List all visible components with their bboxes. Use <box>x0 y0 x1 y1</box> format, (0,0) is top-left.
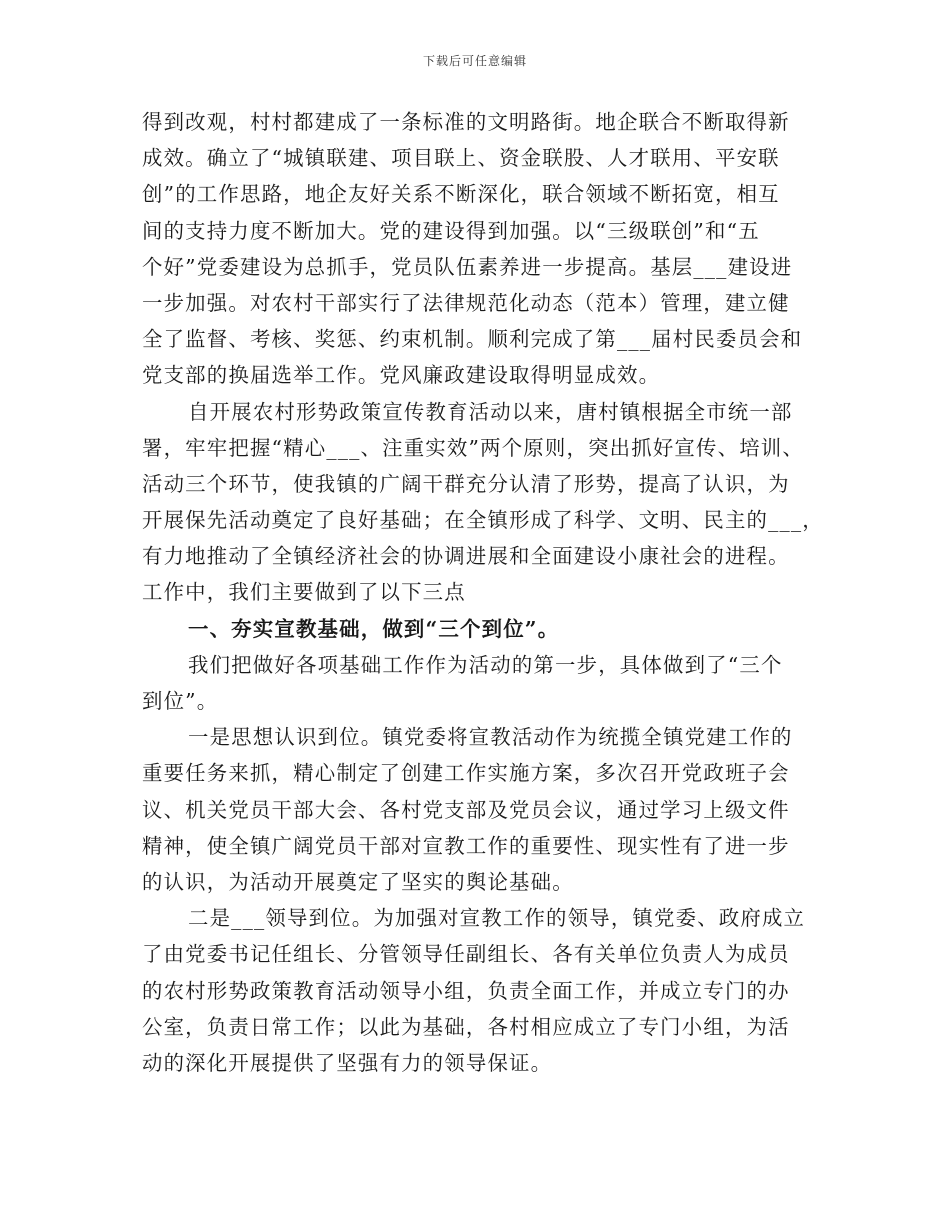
text-line: 我们把做好各项基础工作作为活动的第一步，具体做到了“三个 <box>188 652 783 677</box>
text-line: 的农村形势政策教育活动领导小组，负责全面工作，并成立专门的办 <box>142 978 790 1003</box>
page-header: 下载后可任意编辑 <box>422 54 527 68</box>
text-line: 得到改观，村村都建成了一条标准的文明路街。地企联合不断取得新 <box>142 110 790 134</box>
text-line: 成效。确立了“城镇联建、项目联上、资金联股、人才联用、平安联 <box>142 146 780 171</box>
section-heading: 一、夯实宣教基础，做到“三个到位”。 <box>188 616 560 641</box>
text-line: 公室，负责日常工作；以此为基础，各村相应成立了专门小组，为活 <box>142 1014 790 1039</box>
text-line: 开展保先活动奠定了良好基础；在全镇形成了科学、文明、民主的___， <box>142 508 824 533</box>
text-line: 议、机关党员干部大会、各村党支部及党员会议，通过学习上级文件 <box>142 797 790 822</box>
text-line: 间的支持力度不断加大。党的建设得到加强。以“三级联创”和“五 <box>142 218 760 243</box>
text-line: 有力地推动了全镇经济社会的协调进展和全面建设小康社会的进程。 <box>142 544 790 569</box>
text-line: 到位”。 <box>142 689 219 713</box>
text-line: 的认识，为活动开展奠定了坚实的舆论基础。 <box>142 869 574 894</box>
text-line: 党支部的换届选举工作。党风廉政建设取得明显成效。 <box>142 363 661 388</box>
text-line: 一步加强。对农村干部实行了法律规范化动态（范本）管理，建立健 <box>142 290 790 315</box>
text-line: 二是___领导到位。为加强对宣教工作的领导，镇党委、政府成立 <box>188 906 806 931</box>
text-line: 动的深化开展提供了坚强有力的领导保证。 <box>142 1050 553 1075</box>
text-line: 工作中，我们主要做到了以下三点 <box>142 580 466 605</box>
text-line: 署，牢牢把握“精心___、注重实效”两个原则，突出抓好宣传、培训、 <box>142 435 804 460</box>
text-line: 个好”党委建设为总抓手，党员队伍素养进一步提高。基层___建设进 <box>142 254 793 279</box>
text-line: 自开展农村形势政策宣传教育活动以来，唐村镇根据全市统一部 <box>188 399 793 424</box>
text-line: 重要任务来抓，精心制定了创建工作实施方案，多次召开党政班子会 <box>142 761 790 786</box>
text-line: 一是思想认识到位。镇党委将宣教活动作为统揽全镇党建工作的 <box>188 725 793 750</box>
document-body <box>142 104 824 1081</box>
text-line: 创”的工作思路，地企友好关系不断深化，联合领域不断拓宽，相互 <box>142 182 780 207</box>
text-line: 活动三个环节，使我镇的广阔干群充分认清了形势，提高了认识，为 <box>142 471 790 496</box>
text-line: 精神，使全镇广阔党员干部对宣教工作的重要性、现实性有了进一步 <box>142 833 790 858</box>
text-line: 了由党委书记任组长、分管领导任副组长、各有关单位负责人为成员 <box>142 942 790 967</box>
text-line: 全了监督、考核、奖惩、约束机制。顺利完成了第___届村民委员会和 <box>142 327 803 352</box>
